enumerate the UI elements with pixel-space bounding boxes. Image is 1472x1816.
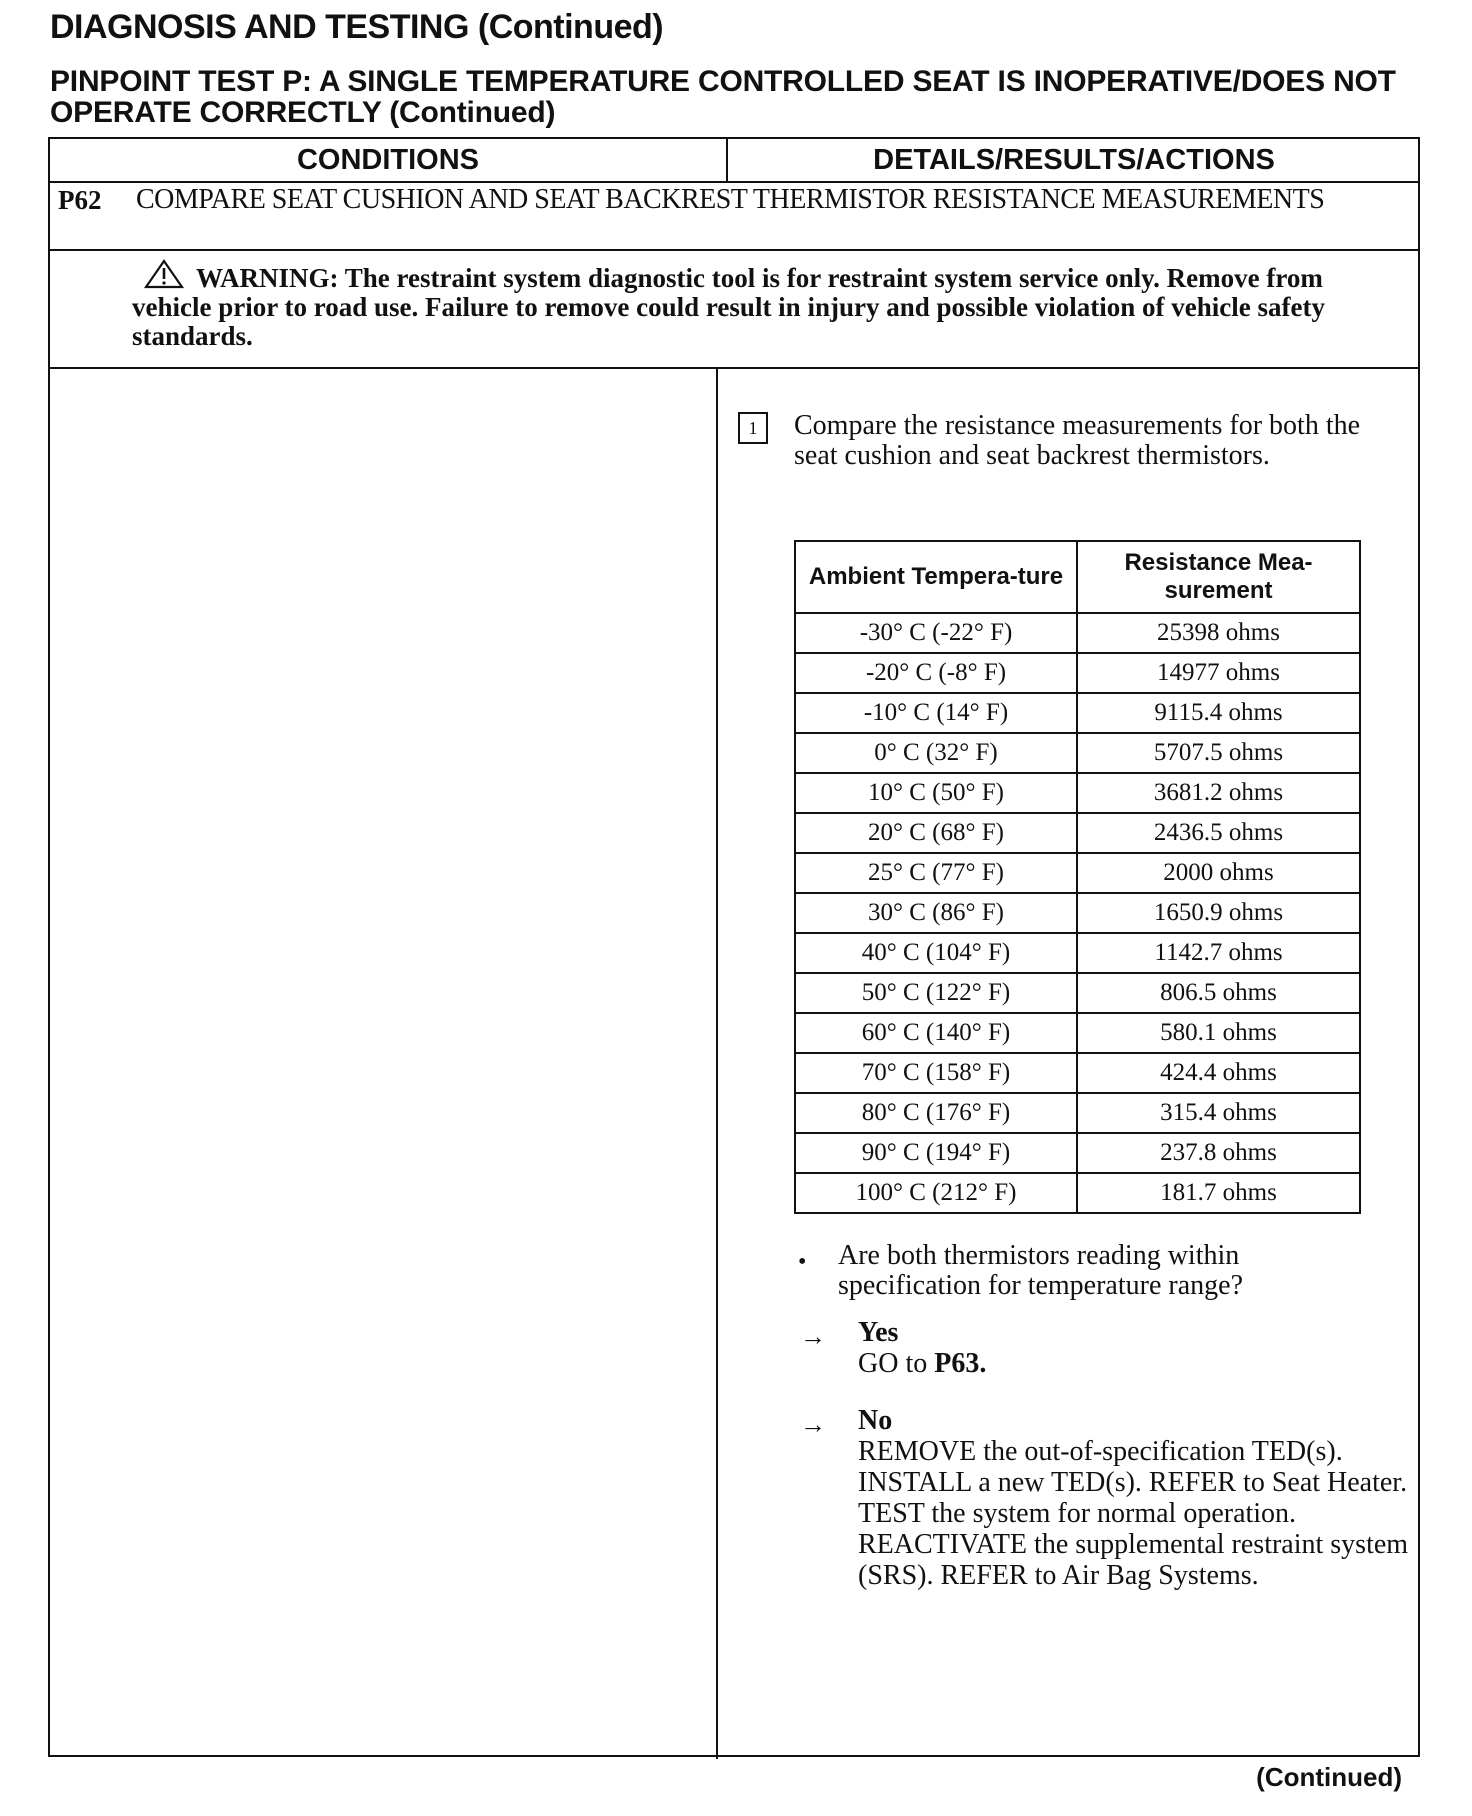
- thermistor-resistance-table: [794, 540, 1361, 1214]
- table-row: [795, 1093, 1360, 1133]
- body-divider: [716, 367, 718, 1759]
- table-row: [795, 1133, 1360, 1173]
- temperature-cell: 90° C (194° F): [795, 1133, 1077, 1173]
- instruction-text: Compare the resistance measurements for both the seat cushion and seat backrest thermistors.: [794, 410, 1361, 471]
- resistance-cell: 181.7 ohms: [1077, 1173, 1360, 1213]
- temperature-cell: 70° C (158° F): [795, 1053, 1077, 1093]
- yes-action: [858, 1348, 1418, 1379]
- bullet-icon: •: [798, 1249, 807, 1275]
- temperature-cell: 50° C (122° F): [795, 973, 1077, 1013]
- temperature-cell: 40° C (104° F): [795, 933, 1077, 973]
- temperature-cell: 80° C (176° F): [795, 1093, 1077, 1133]
- table-row: [795, 893, 1360, 933]
- table-row: [795, 733, 1360, 773]
- step-title: COMPARE SEAT CUSHION AND SEAT BACKREST THERMISTOR RESISTANCE MEASUREMENTS: [136, 184, 1325, 215]
- table-row: [795, 813, 1360, 853]
- resistance-cell: 1650.9 ohms: [1077, 893, 1360, 933]
- temperature-cell: 30° C (86° F): [795, 893, 1077, 933]
- header-divider: [726, 139, 728, 181]
- arrow-right-icon: →: [800, 1322, 826, 1351]
- warning-block: [132, 259, 1382, 351]
- temperature-cell: -30° C (-22° F): [795, 613, 1077, 653]
- resistance-measurement-header: Resistance Mea-surement: [1077, 541, 1360, 613]
- temperature-cell: -10° C (14° F): [795, 693, 1077, 733]
- temperature-cell: 60° C (140° F): [795, 1013, 1077, 1053]
- table-row: [795, 1173, 1360, 1213]
- header-rule: [50, 181, 1418, 183]
- yes-action-prefix: GO to: [858, 1348, 928, 1379]
- details-column-header: DETAILS/RESULTS/ACTIONS: [873, 144, 1275, 176]
- resistance-cell: 424.4 ohms: [1077, 1053, 1360, 1093]
- ambient-temperature-header: Ambient Tempera-ture: [795, 541, 1077, 613]
- table-row: [795, 653, 1360, 693]
- no-action: REMOVE the out-of-specification TED(s). INSTALL a new TED(s). REFER to Seat Heater. TEST the system for normal operation. REACTIVATE the supplemental restraint system (SRS). REFER to Air Bag Systems.: [858, 1436, 1409, 1591]
- resistance-cell: 580.1 ohms: [1077, 1013, 1360, 1053]
- step-rule: [50, 249, 1418, 251]
- warning-label: WARNING:: [196, 263, 339, 293]
- resistance-cell: 315.4 ohms: [1077, 1093, 1360, 1133]
- page-title: DIAGNOSIS AND TESTING (Continued): [50, 8, 664, 46]
- resistance-cell: 806.5 ohms: [1077, 973, 1360, 1013]
- warning-triangle-icon: [144, 259, 184, 289]
- table-row: [795, 1053, 1360, 1093]
- table-header-row: [795, 541, 1360, 613]
- question-text: Are both thermistors reading within specification for temperature range?: [838, 1240, 1244, 1301]
- warning-rule: [50, 367, 1418, 369]
- table-row: [795, 1013, 1360, 1053]
- yes-label: Yes: [858, 1317, 899, 1348]
- arrow-right-icon: →: [800, 1410, 826, 1439]
- temperature-cell: 100° C (212° F): [795, 1173, 1077, 1213]
- table-row: [795, 853, 1360, 893]
- no-label: No: [858, 1405, 893, 1436]
- resistance-cell: 5707.5 ohms: [1077, 733, 1360, 773]
- step-id: P62: [58, 185, 102, 215]
- table-row: [795, 773, 1360, 813]
- resistance-cell: 14977 ohms: [1077, 653, 1360, 693]
- continued-footer: (Continued): [1256, 1762, 1402, 1792]
- table-row: [795, 613, 1360, 653]
- conditions-column-header: CONDITIONS: [296, 144, 480, 176]
- diagnostic-table: [48, 137, 1420, 1757]
- temperature-cell: -20° C (-8° F): [795, 653, 1077, 693]
- resistance-cell: 1142.7 ohms: [1077, 933, 1360, 973]
- resistance-cell: 25398 ohms: [1077, 613, 1360, 653]
- temperature-cell: 0° C (32° F): [795, 733, 1077, 773]
- temperature-cell: 10° C (50° F): [795, 773, 1077, 813]
- resistance-cell: 237.8 ohms: [1077, 1133, 1360, 1173]
- temperature-cell: 20° C (68° F): [795, 813, 1077, 853]
- table-row: [795, 693, 1360, 733]
- step-number-box: 1: [738, 412, 768, 444]
- resistance-cell: 9115.4 ohms: [1077, 693, 1360, 733]
- table-row: [795, 933, 1360, 973]
- resistance-cell: 2436.5 ohms: [1077, 813, 1360, 853]
- resistance-cell: 2000 ohms: [1077, 853, 1360, 893]
- resistance-cell: 3681.2 ohms: [1077, 773, 1360, 813]
- table-row: [795, 973, 1360, 1013]
- pinpoint-test-title: PINPOINT TEST P: A SINGLE TEMPERATURE CONTROLLED SEAT IS INOPERATIVE/DOES NOT OPERATE CORRECTLY (Continued): [50, 65, 1396, 129]
- temperature-cell: 25° C (77° F): [795, 853, 1077, 893]
- warning-text: The restraint system diagnostic tool is for restraint system service only. Remove from vehicle prior to road use. Failure to remove could result in injury and possible violation of vehicle safety standards.: [132, 263, 1325, 351]
- yes-action-target: P63.: [934, 1348, 987, 1379]
